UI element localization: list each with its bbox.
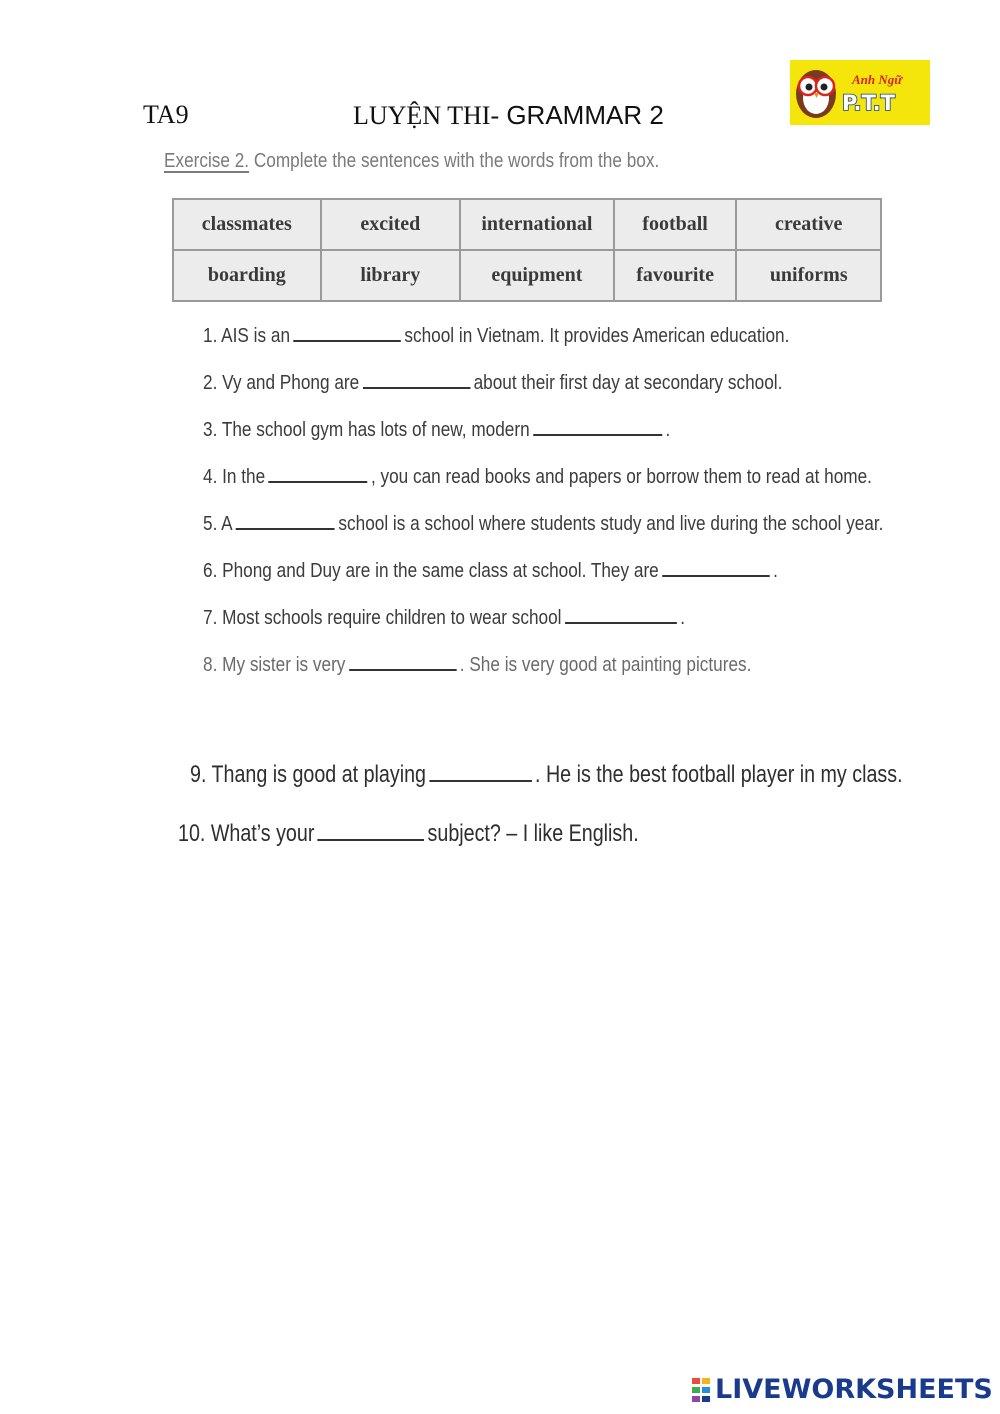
logo-main-text: P.T.T [842, 91, 895, 115]
question-text-before: 8. My sister is very [203, 654, 346, 676]
question-5 [203, 508, 883, 536]
title-part-2: GRAMMAR 2 [499, 100, 664, 130]
answer-blank-6[interactable] [662, 555, 770, 577]
question-7 [203, 602, 685, 630]
answer-blank-10[interactable] [318, 815, 425, 841]
question-text-after: subject? – I like English. [427, 820, 639, 847]
answer-blank-7[interactable] [565, 602, 677, 624]
exercise-label: Exercise 2. [164, 150, 250, 172]
word-cell: football [614, 199, 737, 250]
question-3 [203, 414, 670, 442]
worksheet-title [353, 100, 664, 131]
question-text-before: 7. Most schools require children to wear school [203, 607, 562, 629]
word-cell: excited [321, 199, 460, 250]
title-part-1: LUYỆN THI- [353, 101, 500, 130]
word-cell: equipment [460, 250, 614, 301]
word-box [172, 198, 882, 302]
ptt-logo [790, 60, 930, 125]
question-9 [190, 756, 903, 789]
word-cell: creative [736, 199, 881, 250]
answer-blank-5[interactable] [236, 508, 335, 530]
exercise-heading [164, 150, 659, 173]
question-text-before: 10. What’s your [178, 820, 315, 847]
question-text-before: 4. In the [203, 466, 266, 488]
word-cell: uniforms [736, 250, 881, 301]
question-text-after: , you can read books and papers or borrow them to read at home. [370, 466, 872, 488]
owl-logo-icon [790, 60, 930, 125]
question-text-after: . [773, 560, 778, 582]
question-text-after: . [680, 607, 685, 629]
question-text-before: 1. AIS is an [203, 325, 291, 347]
word-box-row [173, 250, 881, 301]
question-text-before: 6. Phong and Duy are in the same class at school. They are [203, 560, 659, 582]
question-text-after: . [665, 419, 671, 441]
answer-blank-1[interactable] [293, 320, 401, 342]
question-text-after: . She is very good at painting pictures. [459, 654, 752, 676]
question-2 [203, 367, 782, 395]
question-8 [203, 649, 751, 677]
word-cell: boarding [173, 250, 321, 301]
word-cell: favourite [614, 250, 737, 301]
question-text-before: 9. Thang is good at playing [190, 761, 426, 788]
question-text-after: about their first day at secondary school. [473, 372, 783, 394]
question-1 [203, 320, 789, 348]
question-text-before: 2. Vy and Phong are [203, 372, 360, 394]
answer-blank-3[interactable] [533, 414, 662, 436]
answer-blank-9[interactable] [429, 756, 532, 782]
word-box-row [173, 199, 881, 250]
answer-blank-2[interactable] [363, 367, 471, 389]
question-text-before: 5. A [203, 513, 233, 535]
word-cell: international [460, 199, 614, 250]
liveworksheets-brand[interactable]: LIVEWORKSHEETS [715, 1374, 993, 1405]
worksheet-code: TA9 [143, 100, 189, 129]
exercise-instruction: Complete the sentences with the words from the box. [249, 150, 660, 172]
question-text-before: 3. The school gym has lots of new, modern [203, 419, 530, 441]
question-text-after: school in Vietnam. It provides American education. [404, 325, 790, 347]
liveworksheets-footer [692, 1374, 993, 1405]
question-4 [203, 461, 872, 489]
question-text-after: . He is the best football player in my class. [535, 761, 903, 788]
answer-blank-8[interactable] [349, 649, 457, 671]
answer-blank-4[interactable] [269, 461, 368, 483]
question-10 [178, 815, 639, 848]
question-6 [203, 555, 778, 583]
logo-top-text: Anh Ngữ [852, 72, 903, 87]
word-cell: library [321, 250, 460, 301]
word-cell: classmates [173, 199, 321, 250]
question-text-after: school is a school where students study and live during the school year. [338, 513, 884, 535]
liveworksheets-logo-icon [692, 1376, 712, 1404]
